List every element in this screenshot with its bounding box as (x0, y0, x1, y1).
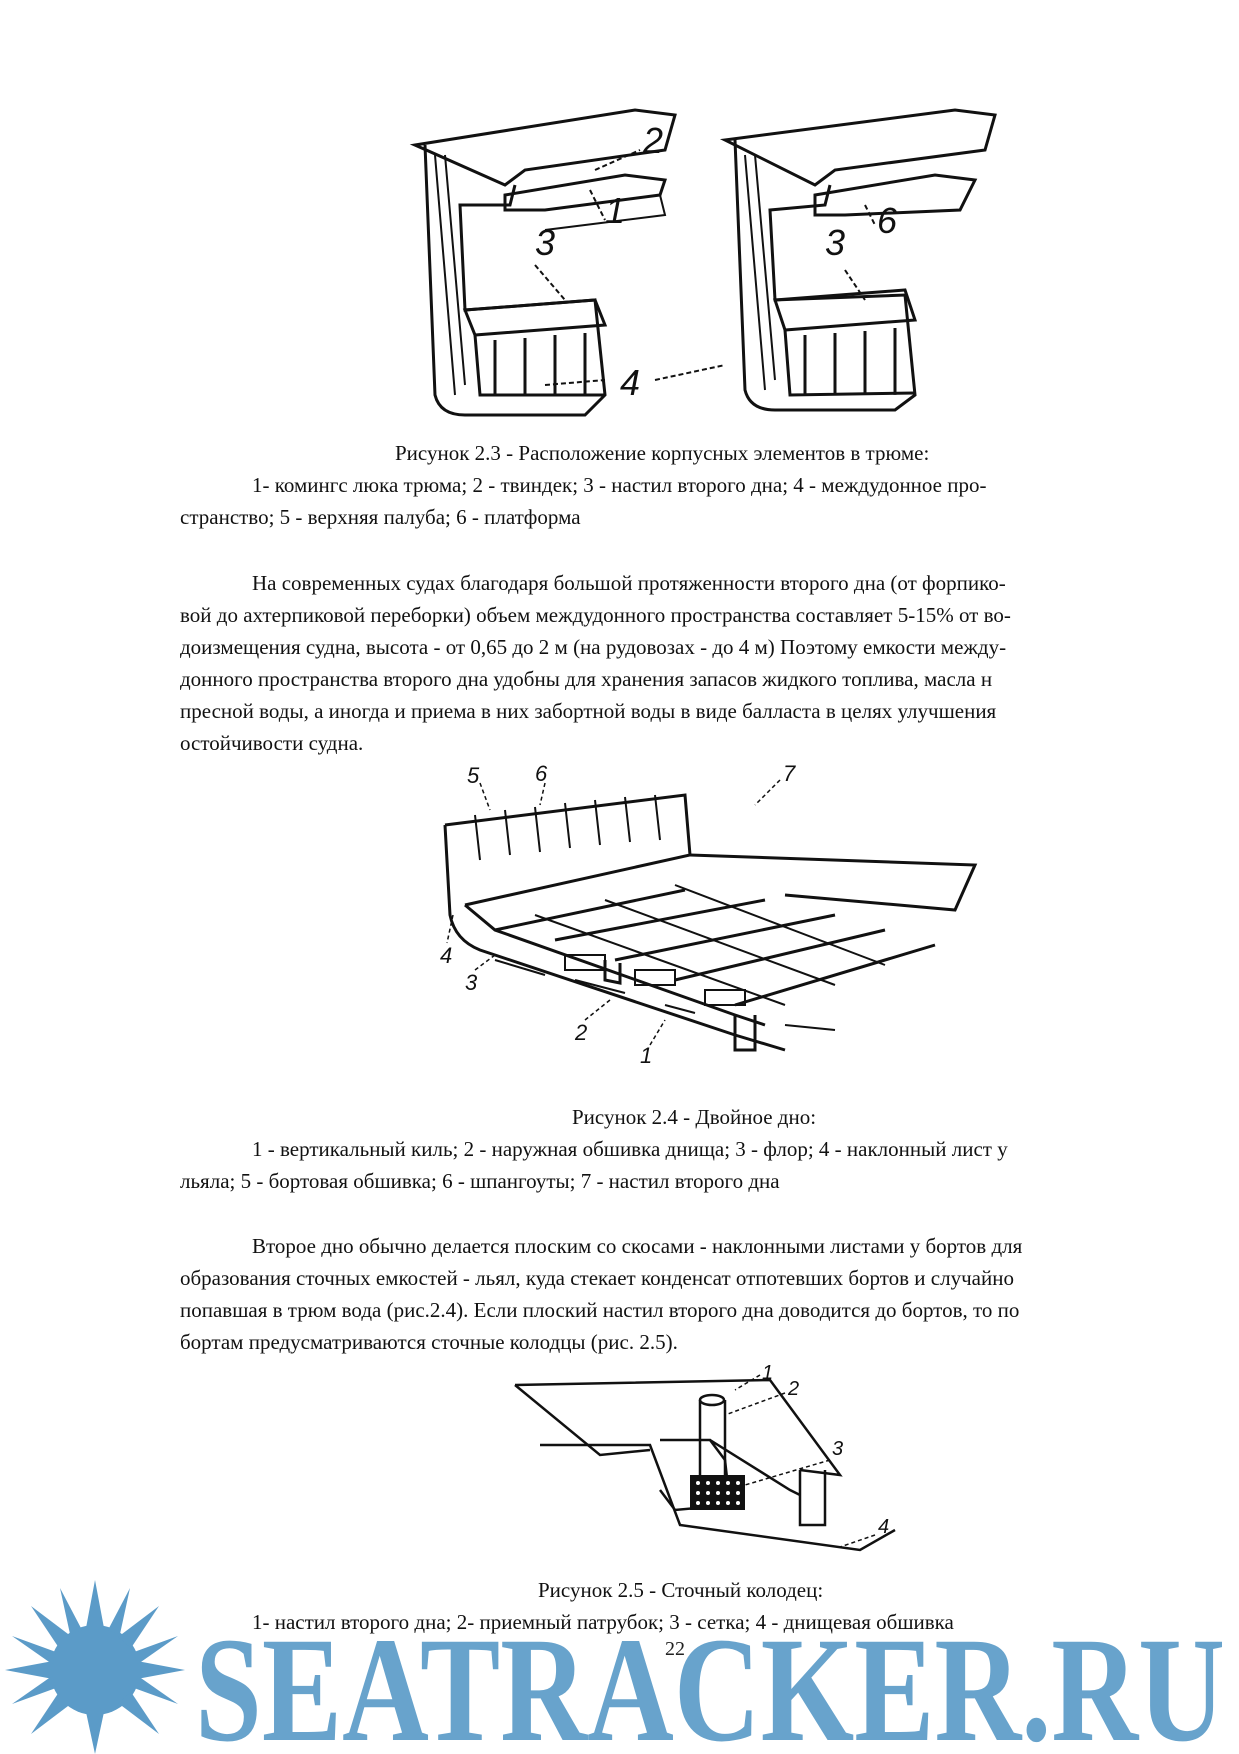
figure-2-3-drawing (395, 95, 1035, 425)
figure-title: Рисунок 2.3 - Расположение корпусных элементов в трюме: (395, 441, 930, 465)
fig-2-4-label: 1 (640, 1043, 653, 1065)
body-paragraph (180, 1230, 1180, 1358)
fig-2-3-label: 4 (620, 362, 641, 403)
figure-legend: 1- настил второго дна; 2- приемный патрубок; 3 - сетка; 4 - днищевая обшивка (252, 1610, 954, 1634)
fig-2-3-label: 2 (643, 120, 664, 161)
figure-title: Рисунок 2.5 - Сточный колодец: (538, 1578, 824, 1602)
paragraph-line: На современных судах благодаря большой протяженности второго дна (от форпико- (252, 571, 1006, 595)
fig-2-4-label: 4 (440, 943, 453, 968)
fig-2-5-label: 1 (762, 1365, 774, 1384)
page-number: 22 (665, 1638, 685, 1660)
fig-2-3-label: 3 (825, 222, 846, 263)
paragraph-line: образования сточных емкостей - льял, куда стекает конденсат отпотевших бортов и случайно (180, 1266, 1014, 1290)
fig-2-4-label: 5 (467, 765, 480, 788)
paragraph-line: донного пространства второго дна удобны для хранения запасов жидкого топлива, масла н (180, 667, 993, 691)
figure-2-3-caption (180, 437, 1180, 533)
figure-legend: 1 - вертикальный киль; 2 - наружная обшивка днища; 3 - флор; 4 - наклонный лист у (252, 1137, 1008, 1161)
figure-2-4-drawing (435, 765, 1005, 1065)
seatracker-watermark (0, 1560, 1239, 1754)
fig-2-4-label: 6 (535, 765, 548, 786)
figure-legend: странство; 5 - верхняя палуба; 6 - платформа (180, 505, 581, 529)
body-paragraph (180, 567, 1180, 759)
fig-2-4-label: 3 (465, 970, 478, 995)
fig-2-5-label: 3 (832, 1438, 844, 1460)
fig-2-5-label: 4 (878, 1516, 890, 1538)
figure-title: Рисунок 2.4 - Двойное дно: (572, 1105, 817, 1129)
fig-2-3-label: 6 (877, 200, 898, 241)
fig-2-3-label: 1 (605, 190, 626, 231)
watermark-text: SEATRACKER.RU (195, 1607, 1225, 1754)
figure-2-4-caption (180, 1101, 1180, 1197)
paragraph-line: бортам предусматриваются сточные колодцы (рис. 2.5). (180, 1330, 678, 1354)
paragraph-line: Второе дно обычно делается плоским со скосами - наклонными листами у бортов для (252, 1234, 1023, 1258)
paragraph-line: доизмещения судна, высота - от 0,65 до 2 м (на рудовозах - до 4 м) Поэтому емкости между- (180, 635, 1007, 659)
fig-2-3-label: 3 (535, 222, 556, 263)
figure-legend: 1- комингс люка трюма; 2 - твиндек; 3 - настил второго дна; 4 - междудонное про- (252, 473, 987, 497)
paragraph-line: остойчивости судна. (180, 731, 364, 755)
fig-2-5-label: 2 (788, 1378, 800, 1400)
figure-2-5-drawing (510, 1365, 910, 1555)
sun-logo-icon (5, 1580, 185, 1754)
paragraph-line: пресной воды, а иногда и приема в них забортной воды в виде балласта в целях улучшения (180, 699, 997, 723)
paragraph-line: вой до ахтерпиковой переборки) объем междудонного пространства составляет 5-15% от во- (180, 603, 1011, 627)
figure-legend: льяла; 5 - бортовая обшивка; 6 - шпангоуты; 7 - настил второго дна (180, 1169, 780, 1193)
fig-2-4-label: 7 (783, 765, 796, 786)
fig-2-4-label: 2 (575, 1020, 588, 1045)
paragraph-line: попавшая в трюм вода (рис.2.4). Если плоский настил второго дна доводится до бортов, то по (180, 1298, 1020, 1322)
